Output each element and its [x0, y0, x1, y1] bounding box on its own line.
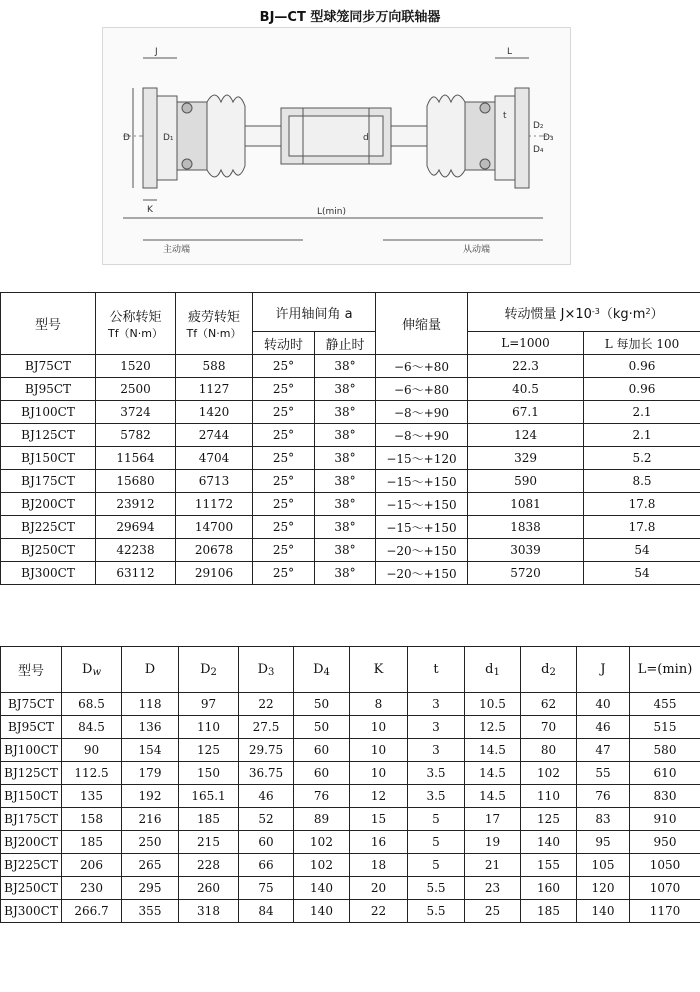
table-cell: 124 — [468, 424, 584, 447]
table-cell: 580 — [630, 739, 700, 762]
table-cell: 318 — [179, 900, 239, 923]
label-k: K — [147, 205, 153, 215]
table-cell: 329 — [468, 447, 584, 470]
table-cell: 25 — [465, 900, 521, 923]
table-cell: 42238 — [96, 539, 176, 562]
table-cell: BJ150CT — [1, 785, 62, 808]
table-cell: 22.3 — [468, 355, 584, 378]
t1-header-per100: L 每加长 100 — [584, 332, 700, 355]
t1-header-running: 转动时 — [253, 332, 315, 355]
table-cell: 25° — [253, 470, 315, 493]
table-cell: −15～+150 — [376, 470, 468, 493]
table-cell: 83 — [577, 808, 630, 831]
table-cell: 192 — [122, 785, 179, 808]
table-cell: 76 — [577, 785, 630, 808]
page-title: BJ—CT 型球笼同步万向联轴器 — [259, 10, 441, 25]
table-row — [1, 808, 700, 831]
table-cell: 5 — [408, 808, 465, 831]
table-cell: BJ100CT — [1, 739, 62, 762]
table-cell: 102 — [521, 762, 577, 785]
table-cell: 185 — [179, 808, 239, 831]
table-cell: 0.96 — [584, 378, 700, 401]
table-row — [1, 493, 700, 516]
table-cell: 70 — [521, 716, 577, 739]
table-cell: 8 — [350, 693, 408, 716]
table-cell: 154 — [122, 739, 179, 762]
table-cell: 3 — [408, 716, 465, 739]
table-cell: 84 — [239, 900, 294, 923]
table-cell: −15～+120 — [376, 447, 468, 470]
torque-table — [0, 292, 700, 585]
table-row — [1, 378, 700, 401]
table-cell: 5720 — [468, 562, 584, 585]
table-cell: 22 — [350, 900, 408, 923]
table-cell: 55 — [577, 762, 630, 785]
table-cell: BJ225CT — [1, 516, 96, 539]
t2-header-d4: $D_4$ — [294, 647, 350, 693]
t1-header-inertia: 转动惯量 $J\times 10^{-3}(kg\cdot m^2)$ — [468, 293, 700, 332]
table-cell: 18 — [350, 854, 408, 877]
table-cell: 66 — [239, 854, 294, 877]
table-cell: 140 — [294, 900, 350, 923]
table-cell: BJ200CT — [1, 831, 62, 854]
table-cell: 67.1 — [468, 401, 584, 424]
table-cell: BJ175CT — [1, 808, 62, 831]
table-cell: 89 — [294, 808, 350, 831]
table-row — [1, 539, 700, 562]
table-cell: 14700 — [176, 516, 253, 539]
table-cell: 4704 — [176, 447, 253, 470]
table-cell: 3.5 — [408, 762, 465, 785]
t2-header-k: K — [350, 647, 408, 693]
table-cell: 38° — [315, 562, 376, 585]
table-row — [1, 424, 700, 447]
table-cell: 25° — [253, 401, 315, 424]
table-row — [1, 401, 700, 424]
table-cell: 1070 — [630, 877, 700, 900]
label-lmin: L(min) — [317, 207, 347, 217]
table-cell: 38° — [315, 470, 376, 493]
table-cell: 38° — [315, 516, 376, 539]
table-cell: 21 — [465, 854, 521, 877]
table-cell: 20 — [350, 877, 408, 900]
t1-header-l1000: L=1000 — [468, 332, 584, 355]
label-d-small: d — [363, 133, 369, 143]
table-cell: BJ250CT — [1, 539, 96, 562]
table-cell: 14.5 — [465, 762, 521, 785]
table-cell: 1520 — [96, 355, 176, 378]
table-cell: 3 — [408, 693, 465, 716]
table-cell: BJ300CT — [1, 900, 62, 923]
table-cell: 62 — [521, 693, 577, 716]
table-cell: 2.1 — [584, 424, 700, 447]
table-cell: 25° — [253, 355, 315, 378]
table-cell: 76 — [294, 785, 350, 808]
table-cell: BJ100CT — [1, 401, 96, 424]
table-cell: BJ175CT — [1, 470, 96, 493]
t2-header-j: J — [577, 647, 630, 693]
table-cell: 17 — [465, 808, 521, 831]
t2-header-model: 型号 — [1, 647, 62, 693]
table-cell: BJ125CT — [1, 424, 96, 447]
table-cell: 38° — [315, 378, 376, 401]
label-d3: D₃ — [543, 133, 554, 143]
table-cell: 38° — [315, 355, 376, 378]
table-cell: 1420 — [176, 401, 253, 424]
coupling-drawing — [103, 28, 570, 264]
table-cell: 515 — [630, 716, 700, 739]
table-cell: 40 — [577, 693, 630, 716]
table-row — [1, 900, 700, 923]
table-row — [1, 854, 700, 877]
table-row — [1, 785, 700, 808]
table-cell: 2.1 — [584, 401, 700, 424]
label-d1: D₁ — [163, 133, 174, 143]
table-cell: 216 — [122, 808, 179, 831]
table-cell: 40.5 — [468, 378, 584, 401]
table-cell: 590 — [468, 470, 584, 493]
table-cell: 15680 — [96, 470, 176, 493]
table-cell: 110 — [521, 785, 577, 808]
t1-header-static: 静止时 — [315, 332, 376, 355]
t2-header-lmin: L=(min) — [630, 647, 700, 693]
table-cell: 118 — [122, 693, 179, 716]
table-cell: 25° — [253, 493, 315, 516]
table-cell: 29694 — [96, 516, 176, 539]
t2-header-d3: $D_3$ — [239, 647, 294, 693]
label-t: t — [503, 111, 507, 121]
table-cell: 12 — [350, 785, 408, 808]
table-cell: 3 — [408, 739, 465, 762]
table-cell: 5782 — [96, 424, 176, 447]
table-row — [1, 447, 700, 470]
t2-header-dd2: $d_2$ — [521, 647, 577, 693]
table-cell: BJ125CT — [1, 762, 62, 785]
torque-table-body — [1, 355, 700, 585]
table-cell: 15 — [350, 808, 408, 831]
table-cell: 910 — [630, 808, 700, 831]
table-row — [1, 831, 700, 854]
table-cell: BJ75CT — [1, 355, 96, 378]
table-cell: 10 — [350, 716, 408, 739]
table-cell: 0.96 — [584, 355, 700, 378]
t1-header-fatigue-torque: 疲劳转矩 Tf（N·m） — [176, 293, 253, 355]
label-d: D — [123, 133, 130, 143]
table-cell: 150 — [179, 762, 239, 785]
table-cell: 10 — [350, 739, 408, 762]
table-row — [1, 762, 700, 785]
table-cell: 14.5 — [465, 785, 521, 808]
table-cell: 1170 — [630, 900, 700, 923]
table-cell: 830 — [630, 785, 700, 808]
table-cell: 5 — [408, 854, 465, 877]
table-cell: 2744 — [176, 424, 253, 447]
label-drive-end: 主动端 — [163, 245, 191, 255]
table-cell: 1838 — [468, 516, 584, 539]
table-cell: 38° — [315, 493, 376, 516]
table-cell: 10.5 — [465, 693, 521, 716]
table-cell: 29106 — [176, 562, 253, 585]
table-cell: 36.75 — [239, 762, 294, 785]
label-d2: D₂ — [533, 121, 544, 131]
table-cell: 179 — [122, 762, 179, 785]
dimension-table-body — [1, 693, 700, 923]
label-driven-end: 从动端 — [463, 245, 491, 255]
table-cell: BJ200CT — [1, 493, 96, 516]
table-cell: 11172 — [176, 493, 253, 516]
table-cell: 29.75 — [239, 739, 294, 762]
table-cell: 54 — [584, 539, 700, 562]
table-cell: 63112 — [96, 562, 176, 585]
table-cell: 355 — [122, 900, 179, 923]
table-cell: 22 — [239, 693, 294, 716]
table-cell: 68.5 — [62, 693, 122, 716]
dimension-table — [0, 646, 700, 923]
table-cell: −8～+90 — [376, 424, 468, 447]
table-cell: 54 — [584, 562, 700, 585]
table-row — [1, 877, 700, 900]
table-cell: 265 — [122, 854, 179, 877]
table-cell: 112.5 — [62, 762, 122, 785]
table-cell: 1050 — [630, 854, 700, 877]
table-cell: 17.8 — [584, 493, 700, 516]
table-cell: −6～+80 — [376, 355, 468, 378]
table-cell: BJ225CT — [1, 854, 62, 877]
table-cell: 46 — [577, 716, 630, 739]
table-cell: 140 — [521, 831, 577, 854]
table-row — [1, 739, 700, 762]
table-cell: 52 — [239, 808, 294, 831]
t2-header-d2: $D_2$ — [179, 647, 239, 693]
table-cell: 84.5 — [62, 716, 122, 739]
table-cell: 60 — [239, 831, 294, 854]
table-cell: 50 — [294, 693, 350, 716]
table-cell: 20678 — [176, 539, 253, 562]
t2-header-dd1: $d_1$ — [465, 647, 521, 693]
table-cell: 90 — [62, 739, 122, 762]
table-cell: 38° — [315, 401, 376, 424]
table-cell: BJ75CT — [1, 693, 62, 716]
table-cell: 25° — [253, 562, 315, 585]
table-cell: 610 — [630, 762, 700, 785]
table-cell: 185 — [62, 831, 122, 854]
table-cell: 38° — [315, 424, 376, 447]
table-cell: BJ95CT — [1, 716, 62, 739]
table-cell: 5.2 — [584, 447, 700, 470]
label-d4: D₄ — [533, 145, 544, 155]
t1-header-model: 型号 — [1, 293, 96, 355]
table-cell: 5.5 — [408, 877, 465, 900]
table-cell: 140 — [577, 900, 630, 923]
table-cell: 75 — [239, 877, 294, 900]
t1-header-telescopic: 伸缩量 — [376, 293, 468, 355]
table-cell: 27.5 — [239, 716, 294, 739]
table-cell: 206 — [62, 854, 122, 877]
t2-header-d: D — [122, 647, 179, 693]
table-cell: 165.1 — [179, 785, 239, 808]
table-cell: 1081 — [468, 493, 584, 516]
table-cell: 140 — [294, 877, 350, 900]
table-cell: 158 — [62, 808, 122, 831]
table-cell: 125 — [179, 739, 239, 762]
table-cell: 60 — [294, 762, 350, 785]
table-cell: 5.5 — [408, 900, 465, 923]
table-cell: 155 — [521, 854, 577, 877]
table-cell: 135 — [62, 785, 122, 808]
table-cell: BJ250CT — [1, 877, 62, 900]
table-cell: 25° — [253, 424, 315, 447]
table-row — [1, 355, 700, 378]
table-cell: 97 — [179, 693, 239, 716]
table-cell: 136 — [122, 716, 179, 739]
table-cell: 25° — [253, 539, 315, 562]
table-cell: 8.5 — [584, 470, 700, 493]
table-cell: 80 — [521, 739, 577, 762]
table-cell: 3724 — [96, 401, 176, 424]
table-cell: 230 — [62, 877, 122, 900]
table-cell: 102 — [294, 831, 350, 854]
table-cell: 23912 — [96, 493, 176, 516]
table-cell: −20～+150 — [376, 562, 468, 585]
table-cell: 950 — [630, 831, 700, 854]
t2-header-dw: $D_w$ — [62, 647, 122, 693]
table-cell: 23 — [465, 877, 521, 900]
table-cell: 266.7 — [62, 900, 122, 923]
coupling-diagram — [102, 27, 571, 265]
table-cell: 17.8 — [584, 516, 700, 539]
table-cell: 47 — [577, 739, 630, 762]
table-cell: 95 — [577, 831, 630, 854]
table-row — [1, 693, 700, 716]
table-cell: 3039 — [468, 539, 584, 562]
table-cell: 38° — [315, 539, 376, 562]
table-cell: 14.5 — [465, 739, 521, 762]
table-cell: 185 — [521, 900, 577, 923]
table-row — [1, 716, 700, 739]
table-cell: 6713 — [176, 470, 253, 493]
t1-header-nominal-torque: 公称转矩 Tf（N·m） — [96, 293, 176, 355]
label-j-left: J — [155, 47, 158, 57]
table-cell: −15～+150 — [376, 493, 468, 516]
table-cell: 455 — [630, 693, 700, 716]
table-cell: 38° — [315, 447, 376, 470]
table-cell: 160 — [521, 877, 577, 900]
table-cell: BJ300CT — [1, 562, 96, 585]
table-cell: 3.5 — [408, 785, 465, 808]
table-cell: 50 — [294, 716, 350, 739]
table-cell: 16 — [350, 831, 408, 854]
table-cell: 260 — [179, 877, 239, 900]
table-cell: 588 — [176, 355, 253, 378]
table-cell: 295 — [122, 877, 179, 900]
t1-header-angle: 许用轴间角 a — [253, 293, 376, 332]
table-cell: BJ150CT — [1, 447, 96, 470]
label-l: L — [507, 47, 513, 57]
table-cell: 105 — [577, 854, 630, 877]
table-cell: 2500 — [96, 378, 176, 401]
table-cell: BJ95CT — [1, 378, 96, 401]
table-cell: 25° — [253, 378, 315, 401]
table-cell: 1127 — [176, 378, 253, 401]
table-cell: 102 — [294, 854, 350, 877]
table-cell: 215 — [179, 831, 239, 854]
table-cell: 120 — [577, 877, 630, 900]
table-cell: 5 — [408, 831, 465, 854]
table-cell: −8～+90 — [376, 401, 468, 424]
table-cell: 125 — [521, 808, 577, 831]
table-cell: 228 — [179, 854, 239, 877]
table-cell: −20～+150 — [376, 539, 468, 562]
table-row — [1, 562, 700, 585]
table-cell: 12.5 — [465, 716, 521, 739]
table-row — [1, 516, 700, 539]
t2-header-t: t — [408, 647, 465, 693]
table-row — [1, 470, 700, 493]
table-cell: 25° — [253, 516, 315, 539]
table-cell: −6～+80 — [376, 378, 468, 401]
table-cell: 110 — [179, 716, 239, 739]
table-cell: 25° — [253, 447, 315, 470]
table-cell: 11564 — [96, 447, 176, 470]
table-cell: 19 — [465, 831, 521, 854]
table-cell: −15～+150 — [376, 516, 468, 539]
table-cell: 10 — [350, 762, 408, 785]
table-cell: 250 — [122, 831, 179, 854]
table-cell: 60 — [294, 739, 350, 762]
table-cell: 46 — [239, 785, 294, 808]
